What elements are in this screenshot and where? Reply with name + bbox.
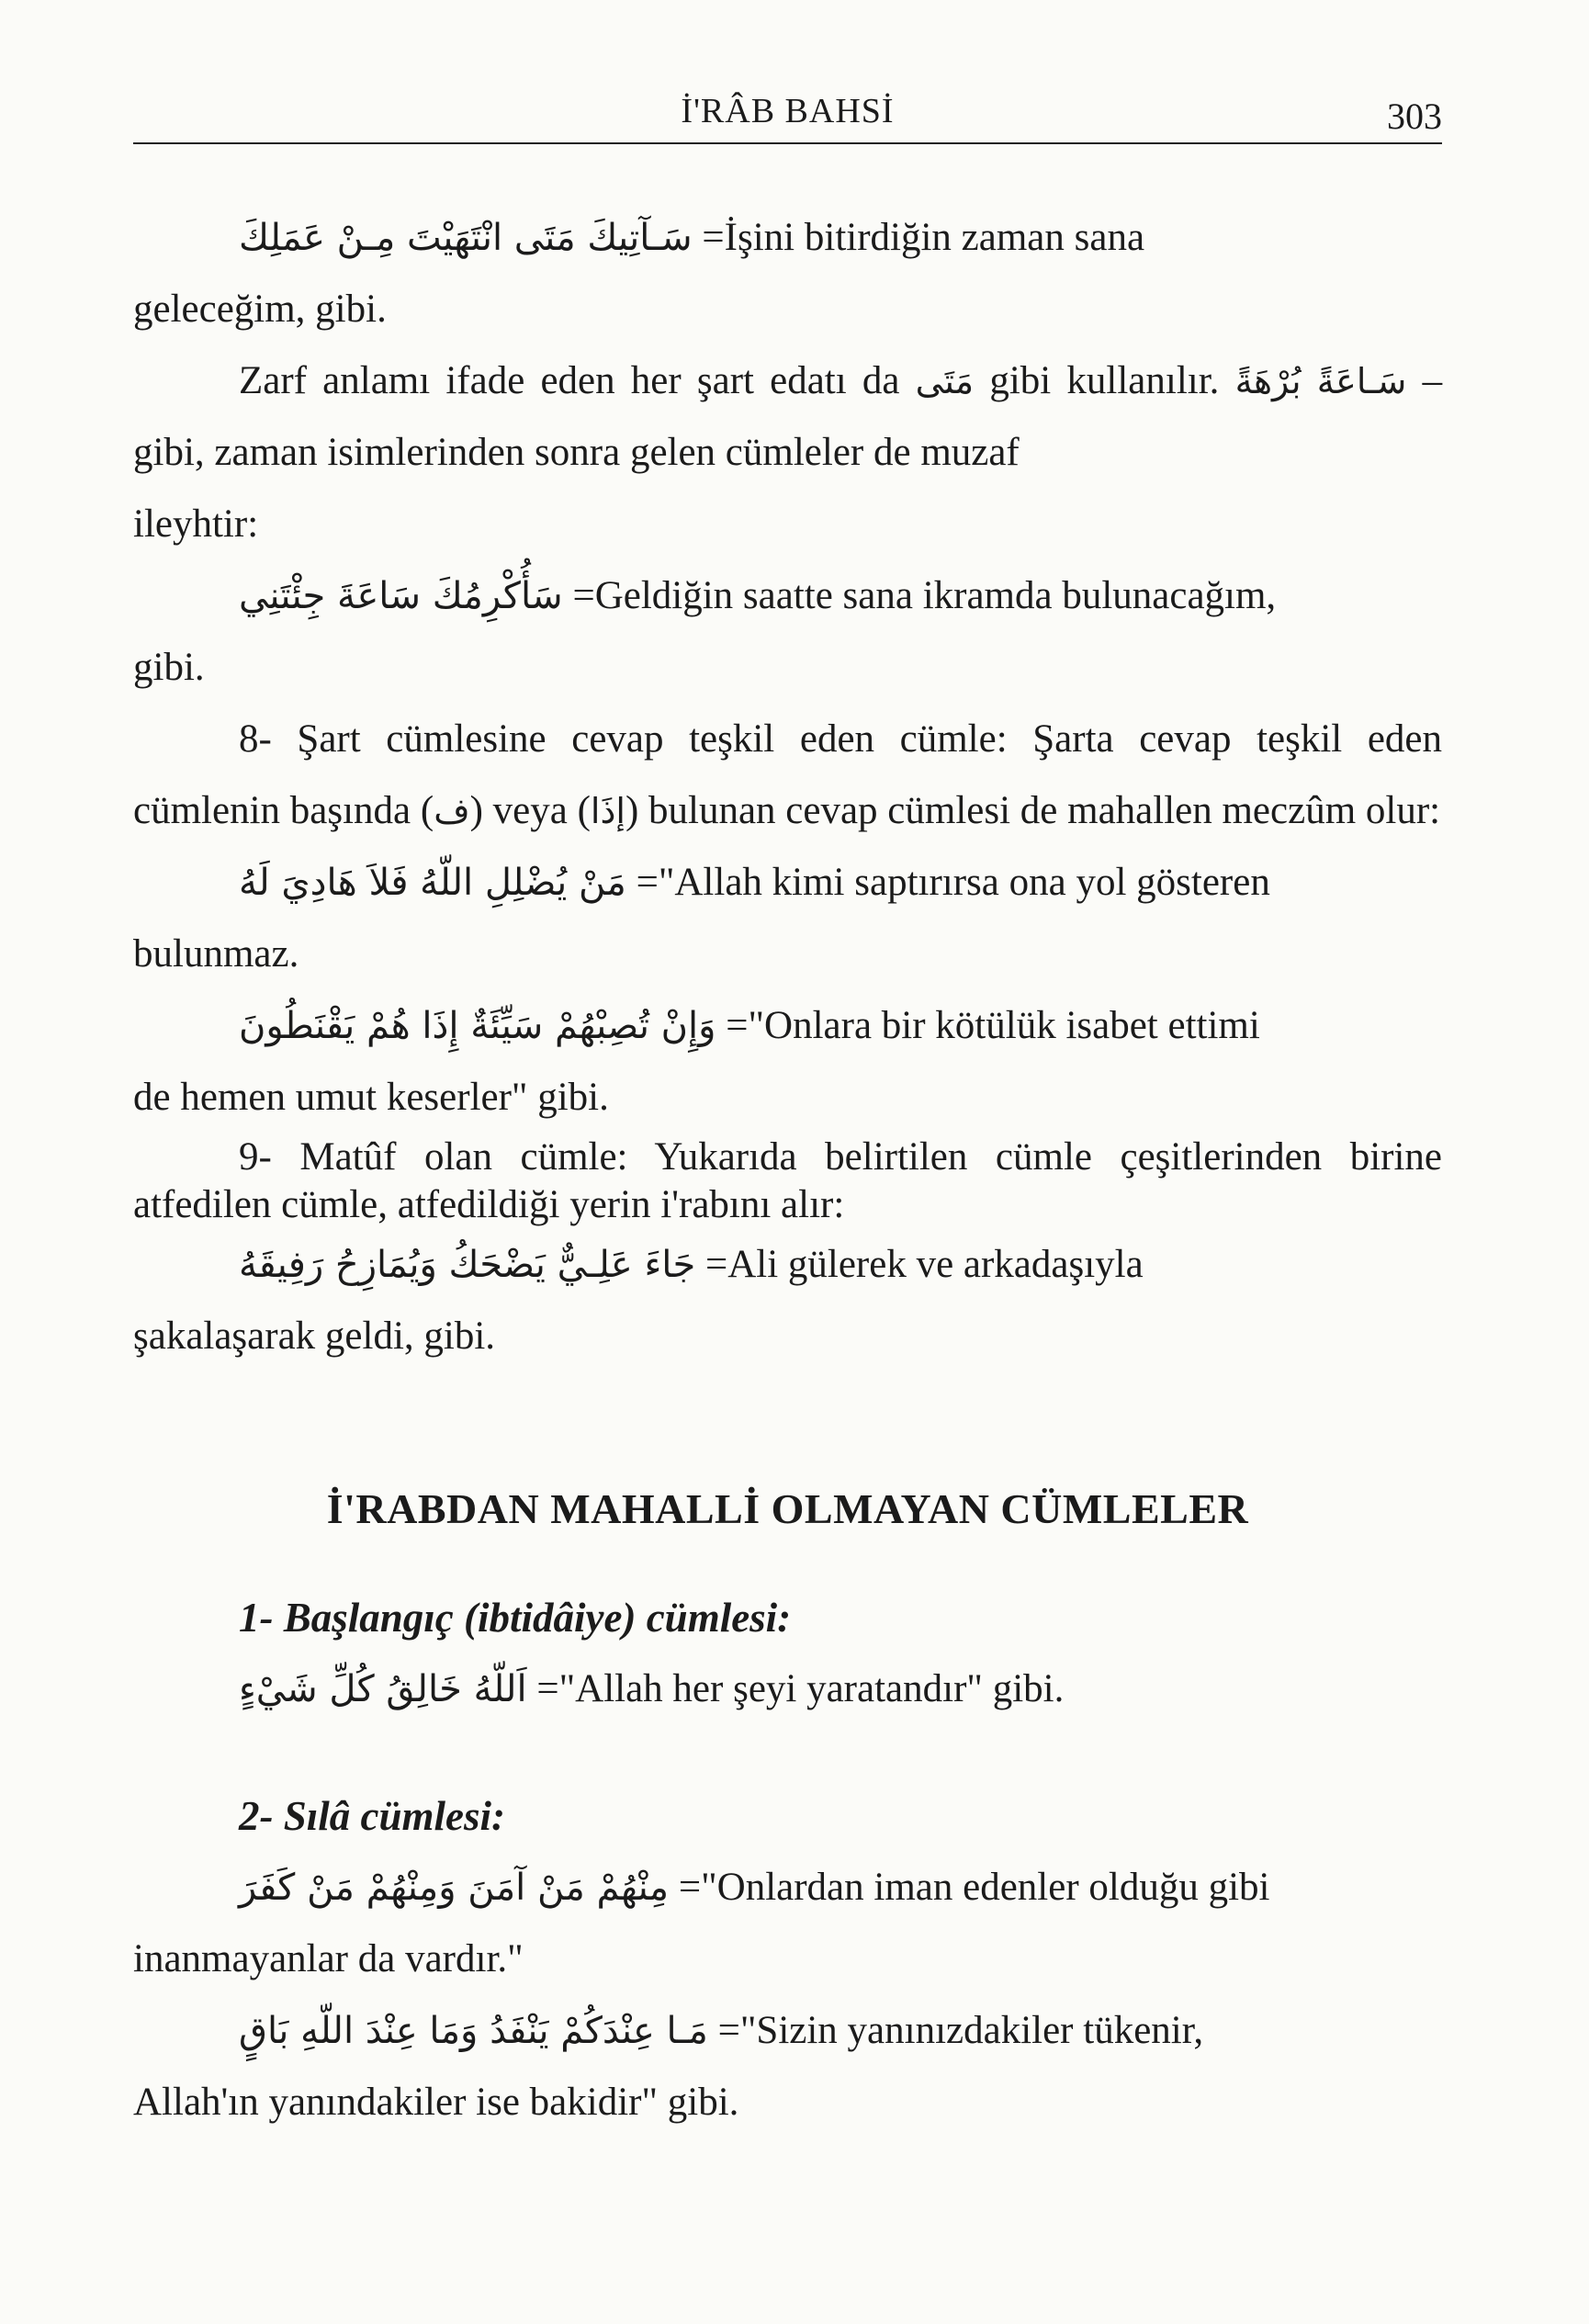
arabic-example: وَإِنْ تُصِبْهُمْ سَيِّئَةٌ إِذَا هُمْ يَقْنَطُونَ <box>239 1005 716 1047</box>
paragraph-zarf <box>133 345 1442 489</box>
paragraph-line: inanmayanlar da vardır." <box>133 1937 524 1980</box>
arabic-example: مَنْ يُضْلِلِ اللّهُ فَلاَ هَادِيَ لَهُ <box>239 862 626 904</box>
section-title: İ'RABDAN MAHALLİ OLMAYAN CÜMLELER <box>326 1485 1249 1532</box>
paragraph-line: ileyhtir: <box>133 502 259 546</box>
subheading-sila: 2- Sılâ cümlesi: <box>239 1793 505 1839</box>
page-header <box>133 87 1442 144</box>
paragraph-matuf: 9- Matûf olan cümle: Yukarıda belirtilen cümle çeşitlerinden birine atfedilen cümle, atfedildiği yerin i'rabını alır: <box>133 1135 1442 1226</box>
arabic-example: سَأُكْرِمُكَ سَاعَةَ جِئْتَنِي <box>239 575 563 617</box>
paragraph-line: gibi. <box>133 646 205 689</box>
translation: ="Allah kimi saptırırsa ona yol gösteren <box>636 861 1270 904</box>
paragraph-line: bulunmaz. <box>133 932 299 976</box>
translation: =Ali gülerek ve arkadaşıyla <box>704 1243 1144 1286</box>
text-segment: 8- Şart cümlesine cevap teşkil eden cümle: Şarta cevap teşkil eden cümlenin başında ( <box>133 717 1442 832</box>
arabic-example: جَاءَ عَلِـيٌّ يَضْحَكُ وَيُمَازِحُ رَفِيقَهُ <box>239 1244 696 1286</box>
translation: ="Onlara bir kötülük isabet ettimi <box>726 1004 1260 1047</box>
paragraph-line: geleceğim, gibi. <box>133 288 387 331</box>
arabic-example: اَللّهُ خَالِقُ كُلِّ شَيْءٍ <box>239 1668 527 1710</box>
translation: ="Sizin yanınızdakiler tükenir, <box>717 2009 1204 2052</box>
paragraph-sart <box>133 704 1442 847</box>
translation: =Geldiğin saatte sana ikramda bulunacağım, <box>572 574 1277 617</box>
paragraph-line: de hemen umut keserler" gibi. <box>133 1076 609 1119</box>
arabic-word: بُرْهَةً <box>1234 361 1302 401</box>
subheading-ibtidaiye: 1- Başlangıç (ibtidâiye) cümlesi: <box>239 1595 792 1641</box>
example-4 <box>133 990 1442 1062</box>
arabic-word: سَـاعَةً <box>1316 361 1407 401</box>
example-7 <box>133 1852 1442 1924</box>
example-3 <box>133 847 1442 919</box>
text-segment: Zarf anlamı ifade eden her şart edatı da <box>239 359 900 402</box>
translation: ="Allah her şeyi yaratandır" gibi. <box>536 1667 1065 1710</box>
text-segment: ) bulunan cevap cümlesi de mahallen meczûm olur: <box>625 789 1441 832</box>
arabic-word: إذَا <box>590 791 625 831</box>
arabic-example: سَـآتِيكَ مَتَى انْتَهَيْتَ مِـنْ عَمَلِكَ <box>239 217 693 259</box>
arabic-word: مَتَى <box>915 361 975 401</box>
arabic-letter: ف <box>434 791 470 831</box>
text-segment: – gibi, zaman isimlerinden sonra gelen cümleler de muzaf <box>133 359 1443 474</box>
running-title: İ'RÂB BAHSİ <box>681 92 895 130</box>
example-1 <box>133 202 1442 274</box>
translation: =İşini bitirdiğin zaman sana <box>702 216 1145 259</box>
paragraph-line: şakalaşarak geldi, gibi. <box>133 1314 496 1358</box>
example-6 <box>133 1653 1442 1725</box>
arabic-example: مَـا عِنْدَكُمْ يَنْفَدُ وَمَا عِنْدَ اللّهِ بَاقٍ <box>239 2010 708 2052</box>
text-segment: ) veya ( <box>469 789 591 832</box>
example-8 <box>133 1995 1442 2067</box>
page-body <box>133 202 1442 2138</box>
paragraph-line: Allah'ın yanındakiler ise bakidir" gibi. <box>133 2081 739 2124</box>
translation: ="Onlardan iman edenler olduğu gibi <box>678 1866 1270 1909</box>
page-number: 303 <box>1387 96 1442 137</box>
text-segment: gibi kullanılır. <box>989 359 1220 402</box>
arabic-example: مِنْهُمْ مَنْ آمَنَ وَمِنْهُمْ مَنْ كَفَرَ <box>239 1867 670 1909</box>
example-5 <box>133 1229 1442 1301</box>
example-2 <box>133 560 1442 632</box>
